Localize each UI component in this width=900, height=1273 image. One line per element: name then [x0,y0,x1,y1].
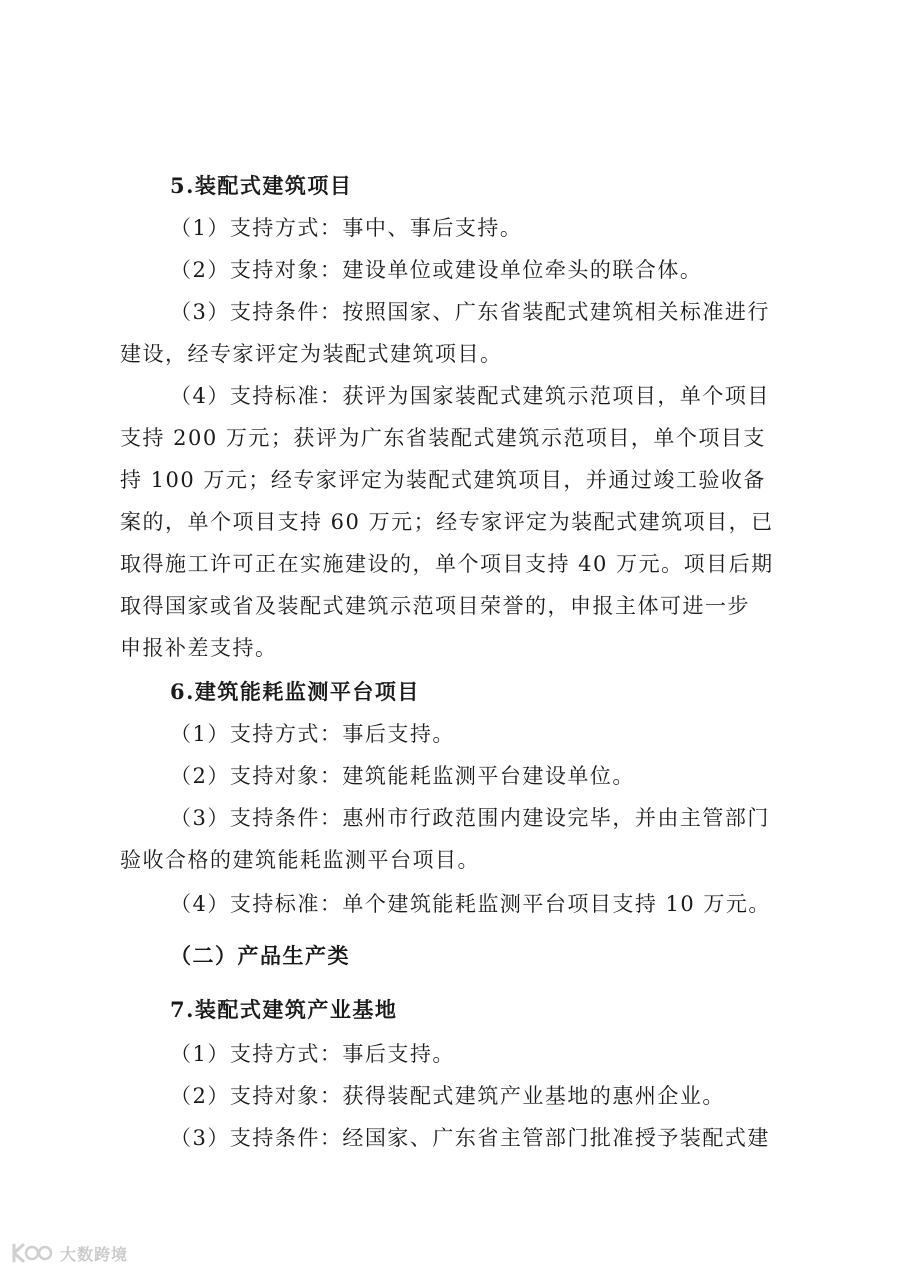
paragraph-line: （4）支持标准：获评为国家装配式建筑示范项目，单个项目 [170,384,770,408]
paragraph-line: （3）支持条件：经国家、广东省主管部门批准授予装配式建 [170,1126,770,1150]
paragraph-line: 支持 200 万元；获评为广东省装配式建筑示范项目，单个项目支 [120,426,766,450]
paragraph-line: （2）支持对象：建设单位或建设单位牵头的联合体。 [170,258,703,282]
paragraph-line: 建设，经专家评定为装配式建筑项目。 [120,342,503,366]
paragraph-line: 取得施工许可正在实施建设的，单个项目支持 40 万元。项目后期 [120,552,774,576]
paragraph-line: （2）支持对象：建筑能耗监测平台建设单位。 [170,764,635,788]
paragraph-line: （1）支持方式：事后支持。 [170,1042,455,1066]
k-logo-icon [10,1242,56,1264]
category-heading: （二）产品生产类 [170,943,350,968]
paragraph-line: 取得国家或省及装配式建筑示范项目荣誉的，申报主体可进一步 [120,594,750,618]
paragraph-line: （3）支持条件：按照国家、广东省装配式建筑相关标准进行 [170,300,770,324]
paragraph-line: （2）支持对象：获得装配式建筑产业基地的惠州企业。 [170,1084,725,1108]
paragraph-line: （3）支持条件：惠州市行政范围内建设完毕，并由主管部门 [170,806,770,830]
watermark-text: 大数跨境 [60,1244,129,1264]
paragraph-line: 申报补差支持。 [120,636,278,660]
watermark [10,1240,128,1266]
paragraph-line: 验收合格的建筑能耗监测平台项目。 [120,848,480,872]
section-heading-5: 5.装配式建筑项目 [170,173,353,198]
section-heading-6: 6.建筑能耗监测平台项目 [170,679,420,704]
paragraph-line: （4）支持标准：单个建筑能耗监测平台项目支持 10 万元。 [170,892,771,916]
paragraph-line: （1）支持方式：事中、事后支持。 [170,216,523,240]
paragraph-line: 案的，单个项目支持 60 万元；经专家评定为装配式建筑项目，已 [120,510,774,534]
paragraph-line: 持 100 万元；经专家评定为装配式建筑项目，并通过竣工验收备 [120,468,766,492]
section-heading-7: 7.装配式建筑产业基地 [170,997,398,1022]
paragraph-line: （1）支持方式：事后支持。 [170,722,455,746]
